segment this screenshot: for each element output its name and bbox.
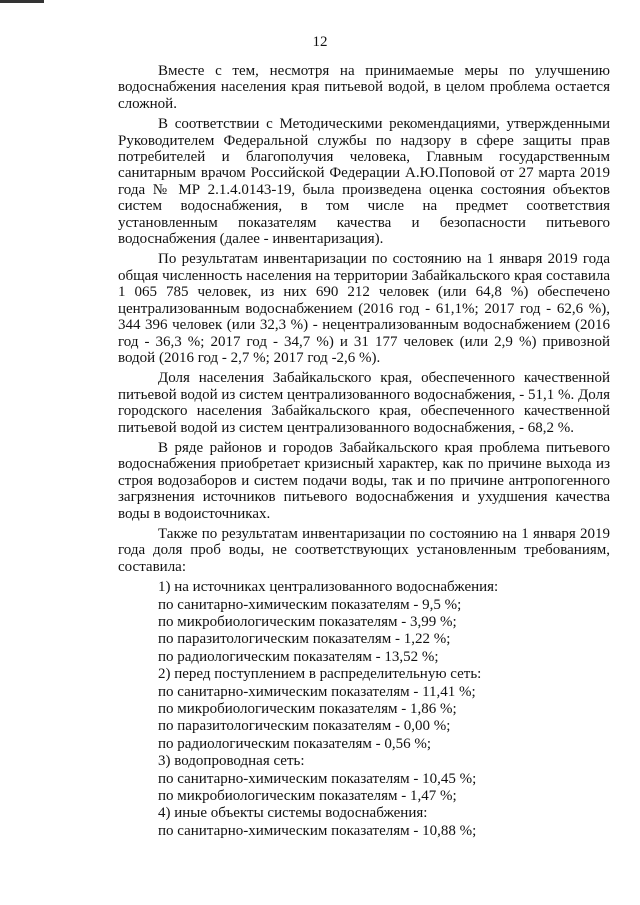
document-body [118,63,610,840]
list-item: 2) перед поступлением в распределительную сеть: [158,666,482,683]
paragraph: В соответствии с Методическими рекомендациями, утвержденными Руководителем Федеральной службы по надзору в сфере защиты прав потребителей и благополучия человека, Главным государственным санитарным врачом Российской Федерации А.Ю.Поповой от 27 марта 2019 года № МР 2.1.4.0143-19, была произведена оценка состояния объектов систем водоснабжения, в том числе на предмет соответствия установленным показателям качества и безопасности питьевого водоснабжения (далее - инвентаризация). [118,116,610,248]
list-item: по микробиологическим показателям - 3,99 %; [158,614,457,630]
list-item: по микробиологическим показателям - 1,86 %; [158,701,457,718]
list-item: 4) иные объекты системы водоснабжения: [158,805,428,822]
paragraph: Также по результатам инвентаризации по состоянию на 1 января 2019 года доля проб воды, не соответствующих установленным требованиям, составила: [118,525,610,575]
indicator-list [118,579,610,839]
paragraph: Доля населения Забайкальского края, обеспеченного качественной питьевой водой из систем централизованного водоснабжения, - 51,1 %. Доля городского населения Забайкальского края, обеспеченного качественной питьевой водой из систем централизованного водоснабжения, - 68,2 %. [118,370,610,436]
page-number: 12 [312,34,328,50]
list-item: 3) водопроводная сеть: [158,753,305,770]
list-item: по микробиологическим показателям - 1,47 %; [158,788,457,805]
list-item: по радиологическим показателям - 13,52 %; [158,648,439,665]
paragraph: В ряде районов и городов Забайкальского края проблема питьевого водоснабжения приобретает кризисный характер, как по причине выхода из строя водозаборов и систем подачи воды, так и по причине антропогенного загрязнения источников питьевого водоснабжения и ухудшения качества воды в водоисточниках. [118,439,610,522]
list-item: по паразитологическим показателям - 1,22 %; [158,631,451,648]
scan-edge-mark [0,0,44,3]
paragraph: Вместе с тем, несмотря на принимаемые меры по улучшению водоснабжения населения края питьевой водой, в целом проблема остается сложной. [118,63,610,112]
list-item: по санитарно-химическим показателям - 10,45 %; [158,770,477,787]
list-item: по санитарно-химическим показателям - 10,88 %; [158,822,477,839]
list-item: по санитарно-химическим показателям - 11,41 %; [158,683,476,700]
list-item: 1) на источниках централизованного водоснабжения: [158,579,499,596]
list-item: по паразитологическим показателям - 0,00 %; [158,718,451,735]
list-item: по радиологическим показателям - 0,56 %; [158,735,432,752]
paragraph: По результатам инвентаризации по состоянию на 1 января 2019 года общая численность населения на территории Забайкальского края составила 1 065 785 человек, из них 690 212 человек (или 64,8 %) обеспечено централизованным водоснабжением (2016 год - 61,1%; 2017 год - 62,6 %), 344 396 человек (или 32,3 %) - нецентрализованным водоснабжением (2016 год - 36,3 %; 2017 год - 34,7 %) и 31 177 человек (или 2,9 %) привозной водой (2016 год - 2,7 %; 2017 год -2,6 %). [118,251,610,366]
list-item: по санитарно-химическим показателям - 9,5 %; [158,596,462,613]
